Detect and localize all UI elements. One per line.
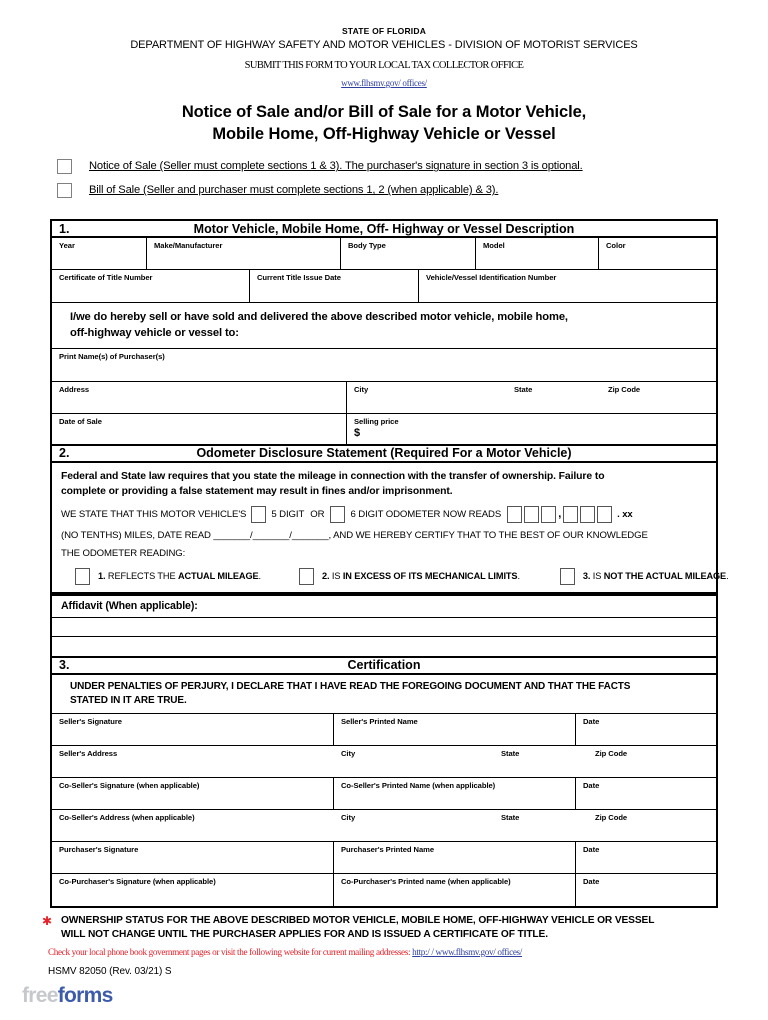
field-purchaser-address[interactable] [52, 382, 347, 413]
field-selling-price-label: Selling price [354, 416, 399, 426]
logo-forms-text: forms [57, 984, 113, 1007]
field-purchaser-state-label: State [514, 384, 533, 394]
field-certificate-of-title-number[interactable] [52, 270, 250, 302]
odometer-date-read-line: (NO TENTHS) MILES, DATE READ _______/_______/_______, AND WE HEREBY CERTIFY THAT TO THE BEST OF OUR KNOWLEDGE [61, 529, 648, 541]
odometer-digit-box-1[interactable] [507, 506, 522, 523]
section-3-number: 3. [59, 658, 70, 673]
table-row [52, 778, 716, 810]
field-purchaser-zip-label: Zip Code [608, 384, 641, 394]
affidavit-blank-row-1[interactable] [52, 618, 716, 637]
address-cell-zip-label: Zip Code [595, 748, 628, 758]
asterisk-icon: ✱ [42, 914, 53, 928]
sale-details-row [52, 414, 716, 444]
sell-statement [50, 303, 718, 349]
address-cell-state-label: State [501, 812, 520, 822]
sell-statement-line1: I/we do hereby sell or have sold and delivered the above described motor vehicle, mobile home, [70, 311, 568, 323]
field-purchaser-names[interactable] [52, 349, 716, 381]
field-make-manufacturer[interactable] [147, 238, 341, 269]
bill-of-sale-checkbox[interactable] [57, 183, 72, 198]
signature-cell[interactable] [52, 842, 334, 873]
date-cell-label: Date [583, 716, 600, 726]
section-1-number: 1. [59, 221, 70, 236]
footer-notice [42, 914, 732, 977]
five-digit-label: 5 DIGIT [271, 508, 305, 520]
address-cell[interactable] [52, 746, 716, 777]
odometer-digit-box-2[interactable] [524, 506, 539, 523]
printed-name-cell-label: Seller's Printed Name [341, 716, 418, 726]
notice-of-sale-label: Notice of Sale (Seller must complete sections 1 & 3). The purchaser's signature in section 3 is optional. [89, 160, 583, 173]
printed-name-cell-label: Co-Purchaser's Printed name (when applicable) [341, 876, 511, 886]
six-digit-checkbox[interactable] [330, 506, 345, 523]
department-title: DEPARTMENT OF HIGHWAY SAFETY AND MOTOR VEHICLES - DIVISION OF MOTORIST SERVICES [130, 39, 638, 51]
odometer-comma-separator: , [558, 508, 562, 521]
bill-of-sale-label: Bill of Sale (Seller and purchaser must complete sections 1, 2 (when applicable) & 3). [89, 184, 499, 197]
printed-name-cell-label: Co-Seller's Printed Name (when applicable) [341, 780, 496, 790]
odometer-tail-label: . xx [617, 508, 633, 520]
field-model-label: Model [483, 241, 505, 250]
bill-of-sale-option[interactable] [57, 180, 768, 201]
field-year[interactable] [52, 238, 147, 269]
table-row [52, 714, 716, 746]
field-date-of-sale-label: Date of Sale [59, 416, 102, 426]
table-row [52, 842, 716, 874]
mileage-option-2[interactable] [299, 568, 520, 585]
odometer-digit-box-6[interactable] [597, 506, 612, 523]
date-cell[interactable] [576, 874, 716, 906]
mileage-options-group [61, 568, 729, 585]
address-cell-city-label: City [341, 748, 356, 758]
field-body-type[interactable] [341, 238, 476, 269]
mileage-option-3-label: 3. IS NOT THE ACTUAL MILEAGE. [582, 571, 729, 582]
vehicle-description-table [50, 238, 718, 303]
field-current-title-issue-date-label: Current Title Issue Date [257, 273, 341, 282]
field-color-label: Color [606, 241, 626, 250]
form-page [0, 26, 768, 1020]
field-vin-label: Vehicle/Vessel Identification Number [426, 273, 557, 282]
certification-statement [50, 675, 718, 714]
section-2-header [50, 444, 718, 463]
footer-red-note [42, 947, 732, 957]
document-header [0, 26, 768, 88]
odometer-reading-boxes[interactable] [507, 506, 614, 523]
address-cell-address-label: Seller's Address [59, 748, 118, 758]
signature-table [50, 714, 718, 908]
or-label: OR [310, 508, 325, 520]
footer-red-note-text: Check your local phone book government pages or visit the following website for current mailing addresses: [48, 946, 411, 957]
field-purchaser-address-label: Address [59, 384, 90, 394]
footer-notice-line1: OWNERSHIP STATUS FOR THE ABOVE DESCRIBED MOTOR VEHICLE, MOBILE HOME, OFF-HIGHWAY VEHICLE OR VESSEL [61, 915, 655, 926]
purchaser-info-table [50, 349, 718, 445]
address-cell-zip-label: Zip Code [595, 812, 628, 822]
form-body [50, 219, 729, 908]
odometer-digit-box-3[interactable] [541, 506, 556, 523]
table-row [52, 746, 716, 778]
field-purchaser-names-label: Print Name(s) of Purchaser(s) [59, 351, 165, 361]
selling-price-currency-symbol: $ [354, 426, 361, 439]
affidavit-label-row [52, 596, 716, 618]
field-color[interactable] [599, 238, 716, 269]
section-3-header [50, 656, 718, 675]
certification-line1: UNDER PENALTIES OF PERJURY, I DECLARE THAT I HAVE READ THE FOREGOING DOCUMENT AND THAT THE FACTS [70, 680, 631, 692]
printed-name-cell[interactable] [334, 778, 576, 809]
address-cell[interactable] [52, 810, 716, 841]
odometer-para-line1: Federal and State law requires that you state the mileage in connection with the transfer of ownership. Failure to [61, 470, 605, 482]
logo-free-text: free [22, 984, 58, 1007]
table-row [52, 874, 716, 906]
field-date-of-sale[interactable] [52, 414, 347, 444]
odometer-reading-label: THE ODOMETER READING: [61, 547, 186, 559]
section-1-title: Motor Vehicle, Mobile Home, Off- Highway or Vessel Description [193, 221, 575, 236]
field-model[interactable] [476, 238, 599, 269]
vehicle-row-1 [52, 238, 716, 270]
date-cell[interactable] [576, 778, 716, 809]
signature-cell-label: Co-Purchaser's Signature (when applicable) [59, 876, 216, 886]
submit-instruction: SUBMIT THIS FORM TO YOUR LOCAL TAX COLLECTOR OFFICE [244, 60, 524, 71]
state-title: STATE OF FLORIDA [341, 26, 427, 36]
purchaser-address-row [52, 382, 716, 414]
field-certificate-of-title-number-label: Certificate of Title Number [59, 273, 153, 282]
odometer-state-prefix: WE STATE THAT THIS MOTOR VEHICLE'S [61, 508, 247, 520]
mileage-option-1[interactable] [75, 568, 261, 585]
footer-red-note-link[interactable]: http:/ / www.flhsmv.gov/ offices/ [412, 946, 522, 957]
signature-cell-label: Seller's Signature [59, 716, 122, 726]
mileage-option-2-label: 2. IS IN EXCESS OF ITS MECHANICAL LIMITS. [322, 571, 520, 582]
date-cell[interactable] [576, 842, 716, 873]
freeforms-logo [22, 984, 113, 1008]
mileage-option-3[interactable] [560, 568, 729, 585]
mileage-option-1-label: 1. REFLECTS THE ACTUAL MILEAGE. [98, 571, 261, 582]
five-digit-checkbox[interactable] [251, 506, 266, 523]
section-3-title: Certification [347, 658, 421, 673]
notice-of-sale-checkbox[interactable] [57, 159, 72, 174]
sell-statement-line2: off-highway vehicle or vessel to: [70, 326, 239, 339]
affidavit-blank-row-2[interactable] [52, 637, 716, 656]
form-type-checkbox-group [0, 156, 768, 201]
odometer-digit-box-5[interactable] [580, 506, 595, 523]
field-make-manufacturer-label: Make/Manufacturer [154, 241, 223, 250]
field-purchaser-city-state-zip[interactable] [347, 382, 716, 413]
table-row [52, 810, 716, 842]
printed-name-cell[interactable] [334, 714, 576, 745]
date-cell-label: Date [583, 844, 600, 854]
printed-name-cell[interactable] [334, 874, 576, 906]
section-2-number: 2. [59, 446, 70, 461]
page-title-line1: Notice of Sale and/or Bill of Sale for a Motor Vehicle, [181, 103, 587, 121]
odometer-digit-box-4[interactable] [563, 506, 578, 523]
purchaser-names-row [52, 349, 716, 382]
field-vin[interactable] [419, 270, 716, 302]
address-cell-state-label: State [501, 748, 520, 758]
date-cell-label: Date [583, 876, 600, 886]
signature-cell-label: Purchaser's Signature [59, 844, 139, 854]
page-title-line2: Mobile Home, Off-Highway Vehicle or Vessel [212, 124, 556, 143]
signature-cell[interactable] [52, 714, 334, 745]
signature-cell[interactable] [52, 874, 334, 906]
notice-of-sale-option[interactable] [57, 156, 768, 177]
mileage-option-2-checkbox[interactable] [299, 568, 314, 585]
mileage-option-3-checkbox[interactable] [560, 568, 575, 585]
section-1-header [50, 219, 718, 238]
field-purchaser-city-label: City [354, 384, 369, 394]
six-digit-label: 6 DIGIT ODOMETER NOW READS [350, 508, 502, 520]
field-current-title-issue-date[interactable] [250, 270, 419, 302]
printed-name-cell[interactable] [334, 842, 576, 873]
form-id-label: HSMV 82050 (Rev. 03/21) S [48, 965, 172, 977]
vehicle-row-2 [52, 270, 716, 302]
odometer-disclosure-body [50, 463, 729, 594]
signature-cell[interactable] [52, 778, 334, 809]
printed-name-cell-label: Purchaser's Printed Name [341, 844, 435, 854]
field-selling-price[interactable] [347, 414, 716, 444]
flhsmv-offices-link[interactable]: www.flhsmv.gov/ offices/ [341, 78, 427, 88]
mileage-option-1-checkbox[interactable] [75, 568, 90, 585]
section-2-title: Odometer Disclosure Statement (Required For a Motor Vehicle) [196, 446, 572, 461]
page-title [0, 102, 768, 146]
affidavit-block [50, 594, 718, 656]
certification-line2: STATED IN IT ARE TRUE. [70, 694, 187, 706]
footer-notice-line2: WILL NOT CHANGE UNTIL THE PURCHASER APPLIES FOR AND IS ISSUED A CERTIFICATE OF TITLE. [61, 929, 548, 941]
field-body-type-label: Body Type [348, 241, 386, 250]
date-cell[interactable] [576, 714, 716, 745]
date-cell-label: Date [583, 780, 600, 790]
address-cell-address-label: Co-Seller's Address (when applicable) [59, 812, 195, 822]
field-year-label: Year [59, 241, 75, 250]
odometer-digit-line [61, 506, 708, 523]
address-cell-city-label: City [341, 812, 356, 822]
signature-cell-label: Co-Seller's Signature (when applicable) [59, 780, 200, 790]
affidavit-label: Affidavit (When applicable): [61, 599, 198, 612]
odometer-para-line2: complete or providing a false statement may result in fines and/or imprisonment. [61, 485, 453, 497]
